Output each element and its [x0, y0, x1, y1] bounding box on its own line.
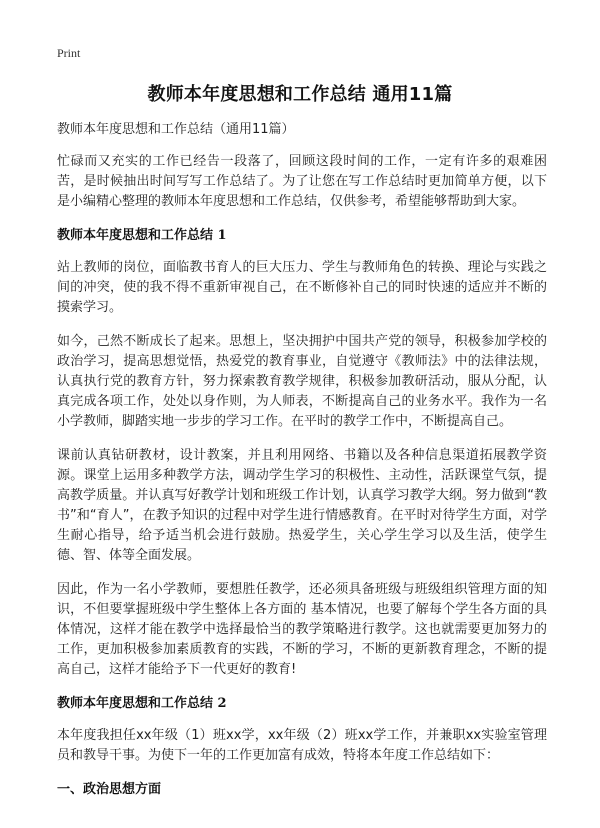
section-1-paragraph: 站上教师的岗位，面临教书育人的巨大压力、学生与教师角色的转换、理论与实践之间的冲突，使的我不得不重新审视自己，在不断修补自己的同时快速的适应并不断的摸索学习。 [57, 260, 547, 315]
section-1-paragraph: 课前认真钻研教材，设计教案，并且利用网络、书籍以及各种信息渠道拓展教学资源。课堂上运用多种教学方法，调动学生学习的积极性、主动性，活跃课堂气氛，提高教学质量。并认真写好教学计划和班级工作计划，认真学习教学大纲。努力做到“教书”和“育人”，在教予知识的过程中对学生进行情感教育。在平时对待学生方面，对学生耐心指导，给予适当机会进行鼓励。热爱学生，关心学生学习以及生活，使学生德、智、体等全面发展。 [57, 448, 547, 563]
section-2-paragraph: 本年度我担任xx年级（1）班xx学，xx年级（2）班xx学工作，并兼职xx实验室管理员和教导干事。为使下一年的工作更加富有成效，特将本年度工作总结如下： [57, 728, 547, 763]
section-heading-2: 教师本年度思想和工作总结 2 [57, 696, 227, 711]
document-body [57, 120, 547, 810]
section-heading-1: 教师本年度思想和工作总结 1 [57, 228, 227, 243]
subsection-heading: 一、政治思想方面 [57, 782, 162, 797]
intro-paragraph: 忙碌而又充实的工作已经告一段落了，回顾这段时间的工作，一定有许多的艰难困苦，是时候抽出时间写写工作总结了。为了让您在写工作总结时更加简单方便，以下是小编精心整理的教师本年度思想和工作总结，仅供参考，希望能够帮助到大家。 [57, 154, 547, 209]
document-subtitle: 教师本年度思想和工作总结（通用11篇） [57, 122, 295, 137]
section-1-paragraph: 因此，作为一名小学教师，要想胜任教学，还必须具备班级与班级组织管理方面的知识，不但要掌握班级中学生整体上各方面的 基本情况，也要了解每个学生各方面的具体情况，这样才能在教学中选择最恰当的教学策略进行教学。这也就需要更加努力的工作，更加积极参加素质教育的实践，不断的学习，不断的更新教育理念，不断的提高自己，这样才能给予下一代更好的教育! [57, 582, 547, 677]
page-title: 教师本年度思想和工作总结 通用11篇 [147, 84, 453, 105]
section-1-paragraph: 如今，己然不断成长了起来。思想上，坚决拥护中国共产党的领导，积极参加学校的政治学习，提高思想觉悟，热爱党的教育事业，自觉遵守《教师法》中的法律法规，认真执行党的教育方针，努力探索教育教学规律，积极参加教研活动，服从分配，认真完成各项工作，处处以身作则，为人师表，不断提高自己的业务水平。我作为一名小学教师，脚踏实地一步步的学习工作。在平时的教学工作中，不断提高自己。 [57, 334, 547, 429]
print-link[interactable]: Print [57, 46, 81, 60]
